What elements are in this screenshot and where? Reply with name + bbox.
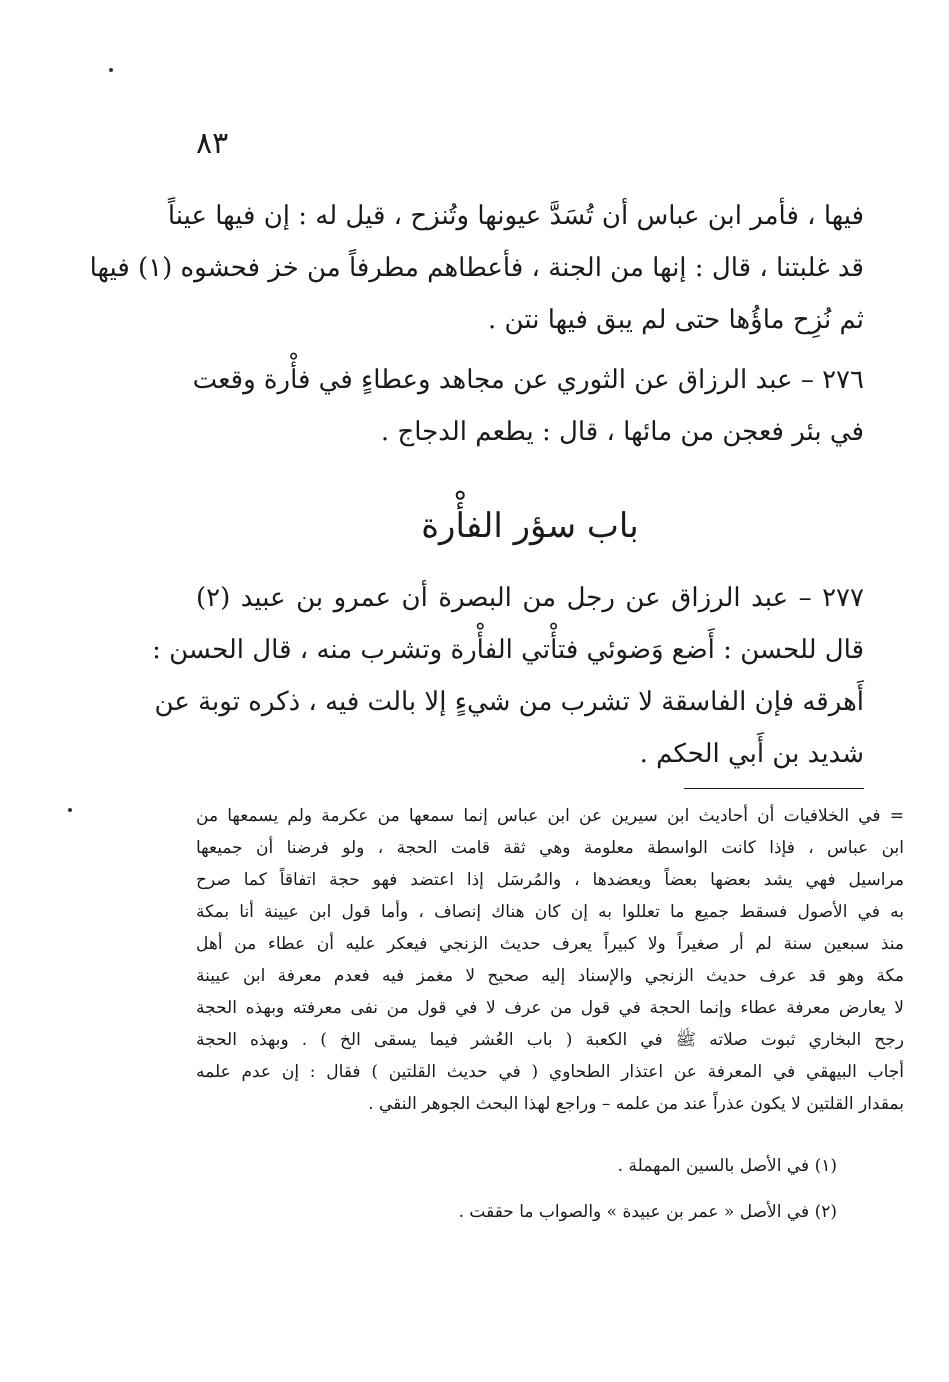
footnote-line: ابن عباس ، فإذا كانت الواسطة معلومة وهي ثقة قامت الحجة ، ولو فرضنا أن جميعها (196, 838, 904, 858)
scan-speck (109, 68, 113, 72)
body-line: في بئر فعجن من مائها ، قال : يطعم الدجاج . (380, 417, 864, 447)
footnote-line: مراسيل فهي يشد بعضها بعضاً ويعضدها ، والمُرسَل إذا اعتضد فهو حجة اتفاقاً كما صرح (196, 870, 904, 890)
footnote-separator (684, 788, 864, 789)
scan-speck (68, 808, 72, 812)
body-line: ثم نُزِح ماؤُها حتى لم يبق فيها نتن . (488, 305, 864, 335)
footnote-line: به في الأصول فسقط جميع ما تعللوا به إن كان هناك إنصاف ، وأما قول ابن عيينة أنا بمكة (196, 902, 904, 922)
footnote-2: (٢) في الأصل « عمر بن عبيدة » والصواب ما حققت . (458, 1202, 837, 1222)
body-line: ٢٧٧ – عبد الرزاق عن رجل من البصرة أن عمرو بن عبيد (٢) (196, 583, 864, 613)
footnote-line: بمقدار القلتين لا يكون عذراً عند من علمه – وراجع لهذا البحث الجوهر النقي . (368, 1094, 904, 1114)
footnote-line: لا يعارض معرفة عطاء وإنما الحجة في قول من عرف لا في قول من نفى معرفته وبهذه الحجة (196, 998, 904, 1018)
body-line: قد غلبتنا ، قال : إنها من الجنة ، فأعطاهم مطرفاً من خز فحشوه (١) فيها (89, 253, 864, 283)
body-line: شديد بن أَبي الحكم . (639, 739, 864, 769)
footnote-line: منذ سبعين سنة لم أر صغيراً ولا كبيراً يعرف حديث الزنجي فيعكر عليه أن عطاء من أهل (196, 934, 904, 954)
section-heading: باب سؤر الفأْرة (421, 506, 639, 546)
body-line: فيها ، فأمر ابن عباس أن تُسَدَّ عيونها وتُنزح ، قيل له : إن فيها عيناً (167, 201, 864, 231)
footnote-line: = في الخلافيات أن أحاديث ابن سيرين عن ابن عباس إنما سمعها من عكرمة ولم يسمعها من (196, 806, 904, 826)
body-line: أَهرقه فإن الفاسقة لا تشرب من شيءٍ إلا بالت فيه ، ذكره توبة عن (154, 687, 864, 717)
footnote-line: مكة وهو قد عرف حديث الزنجي والإسناد إليه صحيح لا مغمز فيه فعدم معرفة ابن عيينة (196, 966, 904, 986)
footnote-1: (١) في الأصل بالسين المهملة . (617, 1156, 837, 1176)
body-line: ٢٧٦ – عبد الرزاق عن الثوري عن مجاهد وعطاءٍ في فأْرة وقعت (192, 365, 864, 395)
footnote-line: رجح البخاري ثبوت صلاته ﷺ في الكعبة ( باب العُشر فيما يسقى الخ ) . وبهذه الحجة (196, 1030, 904, 1050)
footnote-line: أجاب البيهقي في المعرفة عن اعتذار الطحاوي ( في حديث القلتين ) فقال : إن عدم علمه (196, 1062, 904, 1082)
page-number: ٨٣ (196, 126, 229, 161)
body-line: قال للحسن : أَضع وَضوئي فتأْتي الفأْرة وتشرب منه ، قال الحسن : (152, 635, 864, 665)
